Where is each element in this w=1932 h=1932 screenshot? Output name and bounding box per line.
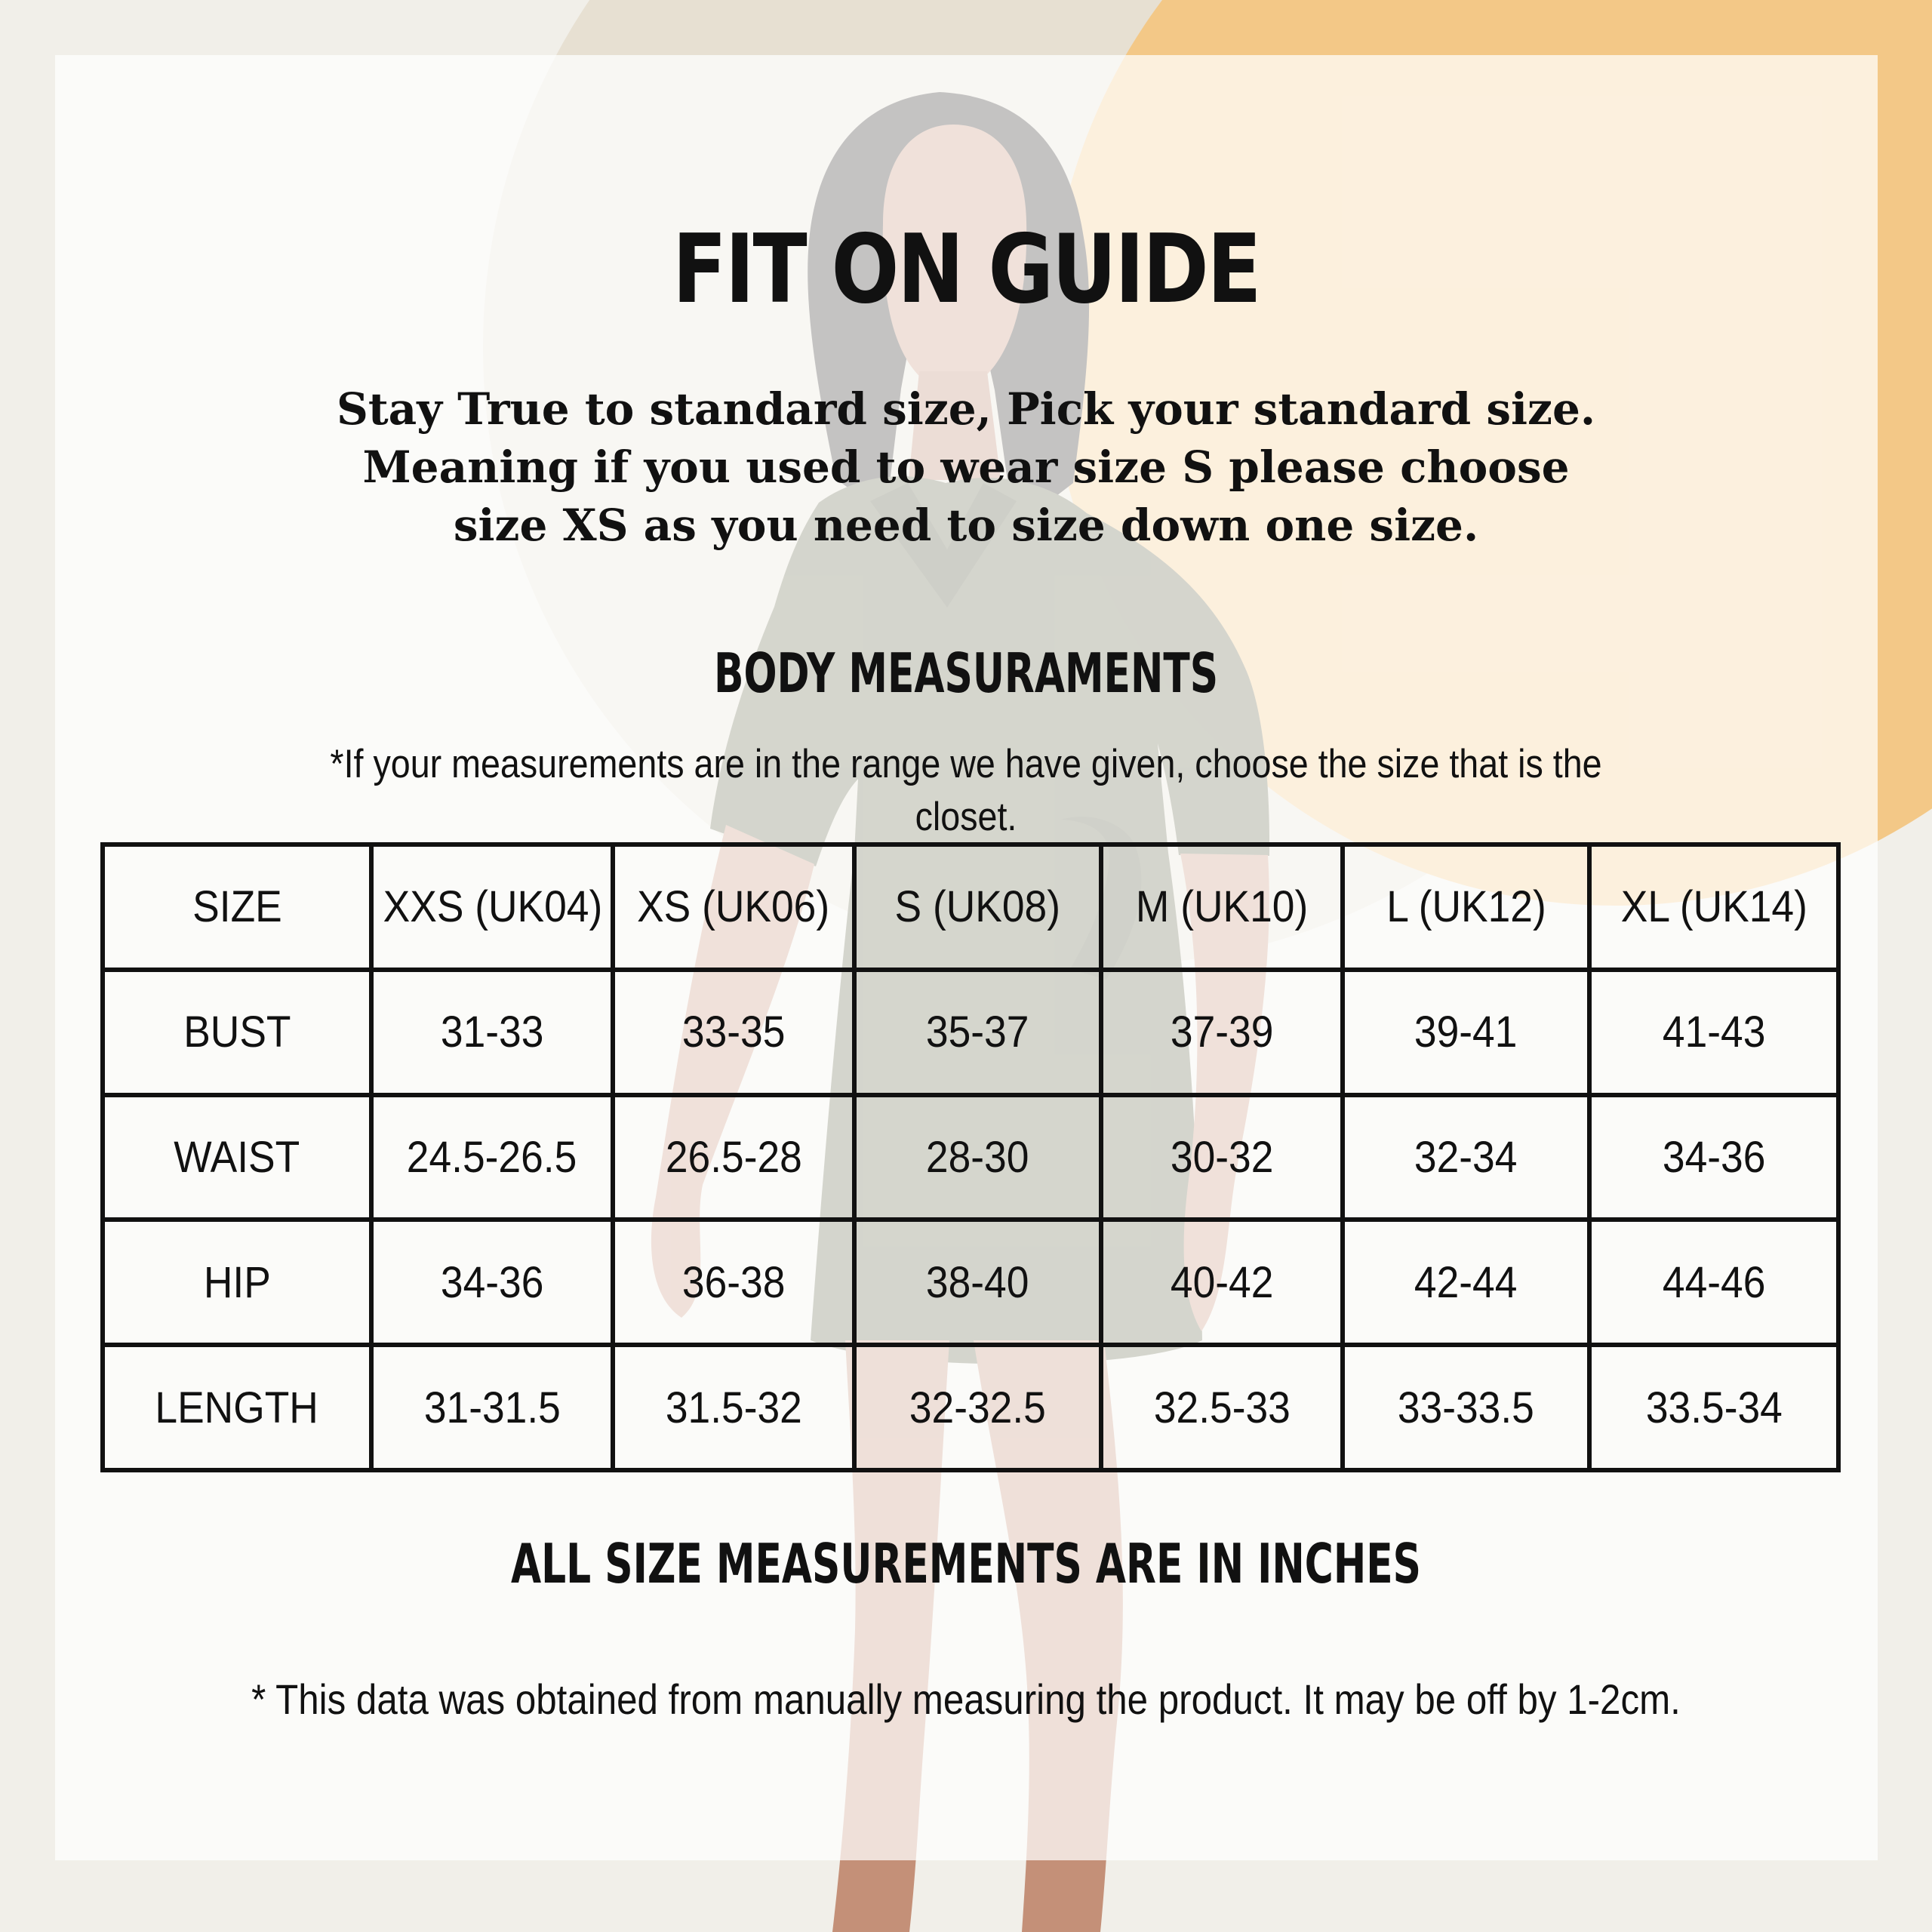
table-cell: 31-31.5	[371, 1345, 613, 1470]
units-note: ALL SIZE MEASUREMENTS ARE IN INCHES	[511, 1532, 1421, 1595]
table-cell: 42-44	[1343, 1220, 1589, 1345]
table-cell: 26.5-28	[613, 1095, 854, 1220]
sizing-advice-line: Stay True to standard size, Pick your standard size.	[336, 383, 1596, 435]
table-row	[103, 1220, 1838, 1345]
table-cell: 31.5-32	[613, 1345, 854, 1470]
table-cell: 31-33	[371, 970, 613, 1095]
sizing-advice-line: size XS as you need to size down one size.	[453, 500, 1479, 551]
table-row-label: LENGTH	[103, 1345, 371, 1470]
table-row-label: BUST	[103, 970, 371, 1095]
table-cell: 32-32.5	[854, 1345, 1101, 1470]
table-cell: 33-35	[613, 970, 854, 1095]
table-header-row	[103, 844, 1838, 970]
table-cell: 30-32	[1101, 1095, 1343, 1220]
table-row	[103, 1095, 1838, 1220]
table-header-cell: XL (UK14)	[1589, 844, 1838, 970]
size-chart-table	[100, 842, 1841, 1472]
table-cell: 39-41	[1343, 970, 1589, 1095]
table-cell: 24.5-26.5	[371, 1095, 613, 1220]
table-cell: 34-36	[371, 1220, 613, 1345]
table-cell: 37-39	[1101, 970, 1343, 1095]
section-title: BODY MEASURAMENTS	[713, 641, 1219, 705]
table-cell: 28-30	[854, 1095, 1101, 1220]
table-row-label: WAIST	[103, 1095, 371, 1220]
table-header-cell: XXS (UK04)	[371, 844, 613, 970]
table-cell: 33-33.5	[1343, 1345, 1589, 1470]
sizing-advice-line: Meaning if you used to wear size S please choose	[362, 441, 1570, 493]
table-header-cell: M (UK10)	[1101, 844, 1343, 970]
table-cell: 36-38	[613, 1220, 854, 1345]
table-cell: 32.5-33	[1101, 1345, 1343, 1470]
table-cell: 32-34	[1343, 1095, 1589, 1220]
measurement-disclaimer: * This data was obtained from manually measuring the product. It may be off by 1-2cm.	[251, 1675, 1681, 1723]
table-row	[103, 1345, 1838, 1470]
table-row-label: HIP	[103, 1220, 371, 1345]
table-header-cell: XS (UK06)	[613, 844, 854, 970]
table-cell: 41-43	[1589, 970, 1838, 1095]
page-title: FIT ON GUIDE	[672, 214, 1260, 325]
table-header-cell: SIZE	[103, 844, 371, 970]
table-cell: 40-42	[1101, 1220, 1343, 1345]
table-cell: 33.5-34	[1589, 1345, 1838, 1470]
table-cell: 38-40	[854, 1220, 1101, 1345]
table-cell: 35-37	[854, 970, 1101, 1095]
table-header-cell: S (UK08)	[854, 844, 1101, 970]
table-header-cell: L (UK12)	[1343, 844, 1589, 970]
table-cell: 44-46	[1589, 1220, 1838, 1345]
table-cell: 34-36	[1589, 1095, 1838, 1220]
sizing-advice	[234, 380, 1698, 555]
table-row	[103, 970, 1838, 1095]
measurement-note: *If your measurements are in the range we have given, choose the size that is the closet.	[330, 742, 1602, 839]
